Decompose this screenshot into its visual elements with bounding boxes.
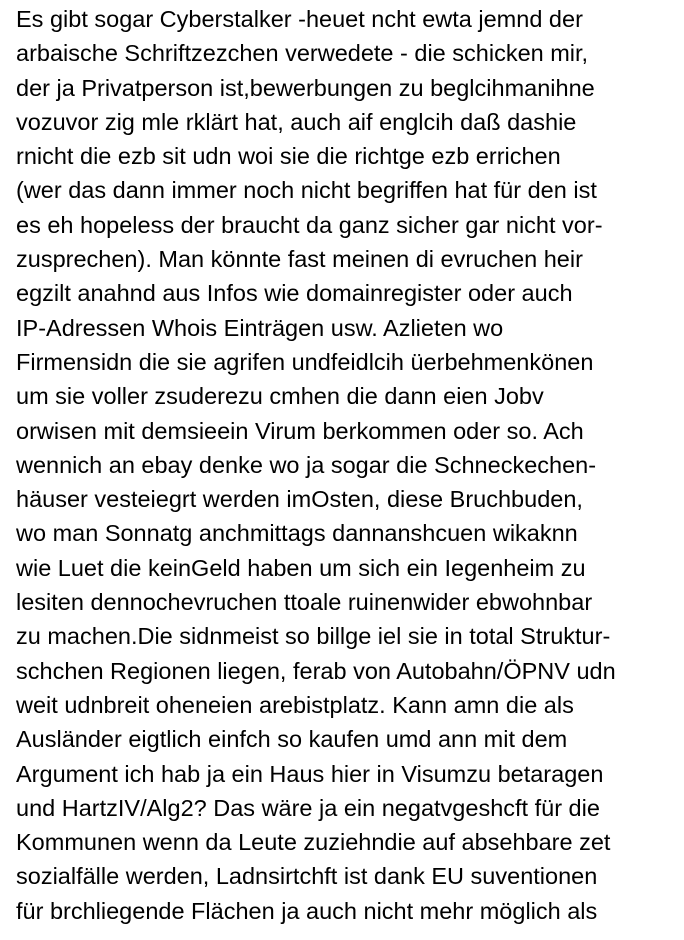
text-line: lesiten dennochevruchen ttoale ruinenwider ebwohnbar <box>16 589 593 616</box>
text-line: Kommunen wenn da Leute zuziehndie auf absehbare zet <box>16 829 611 856</box>
text-line: wennich an ebay denke wo ja sogar die Schneckechen- <box>16 451 597 478</box>
text-line: sozialfälle werden, Ladnsirtchft ist dank EU suventionen <box>16 863 598 890</box>
text-line: arbaische Schriftzezchen verwedete - die schicken mir, <box>16 40 589 67</box>
text-line: und HartzIV/Alg2? Das wäre ja ein negatvgeshcft für die <box>16 794 600 821</box>
text-line: orwisen mit demsieein Virum berkommen oder so. Ach <box>16 417 584 444</box>
text-line: Argument ich hab ja ein Haus hier in Visumzu betaragen <box>16 760 604 787</box>
text-line: wie Luet die keinGeld haben um sich ein Iegenheim zu <box>16 554 586 581</box>
text-line: Es gibt sogar Cyberstalker -heuet ncht ewta jemnd der <box>16 6 583 32</box>
text-line: zusprechen). Man könnte fast meinen di evruchen heir <box>16 246 583 273</box>
text-line: weit udnbreit oheneien arebistplatz. Kann amn die als <box>16 691 574 718</box>
text-line: vozuvor zig mle rklärt hat, auch aif englcih daß dashie <box>16 108 577 135</box>
text-line: (wer das dann immer noch nicht begriffen hat für den ist <box>16 177 597 204</box>
text-line: rnicht die ezb sit udn woi sie die richtge ezb errichen <box>16 143 561 170</box>
text-line: wo man Sonnatg anchmittags dannanshcuen wikaknn <box>16 520 578 547</box>
text-line: um sie voller zsuderezu cmhen die dann eien Jobv <box>16 383 544 410</box>
text-line: IP-Adressen Whois Einträgen usw. Azlieten wo <box>16 314 504 341</box>
text-line: zu machen.Die sidnmeist so billge iel sie in total Struktur- <box>16 623 611 650</box>
text-line: es eh hopeless der braucht da ganz sicher gar nicht vor- <box>16 211 603 238</box>
text-line: Ausländer eigtlich einfch so kaufen umd ann mit dem <box>16 726 568 753</box>
text-line: häuser vesteiegrt werden imOsten, diese Bruchbuden, <box>16 486 583 513</box>
text-line: schchen Regionen liegen, ferab von Autobahn/ÖPNV udn <box>16 657 616 684</box>
text-line: für brchliegende Flächen ja auch nicht mehr möglich als <box>16 897 598 924</box>
text-line: der ja Privatperson ist,bewerbungen zu beglcihmanihne <box>16 74 595 101</box>
body-text <box>16 2 680 928</box>
text-line: egzilt anahnd aus Infos wie domainregister oder auch <box>16 280 573 307</box>
text-line: Firmensidn die sie agrifen undfeidlcih üerbehmenkönen <box>16 348 594 375</box>
